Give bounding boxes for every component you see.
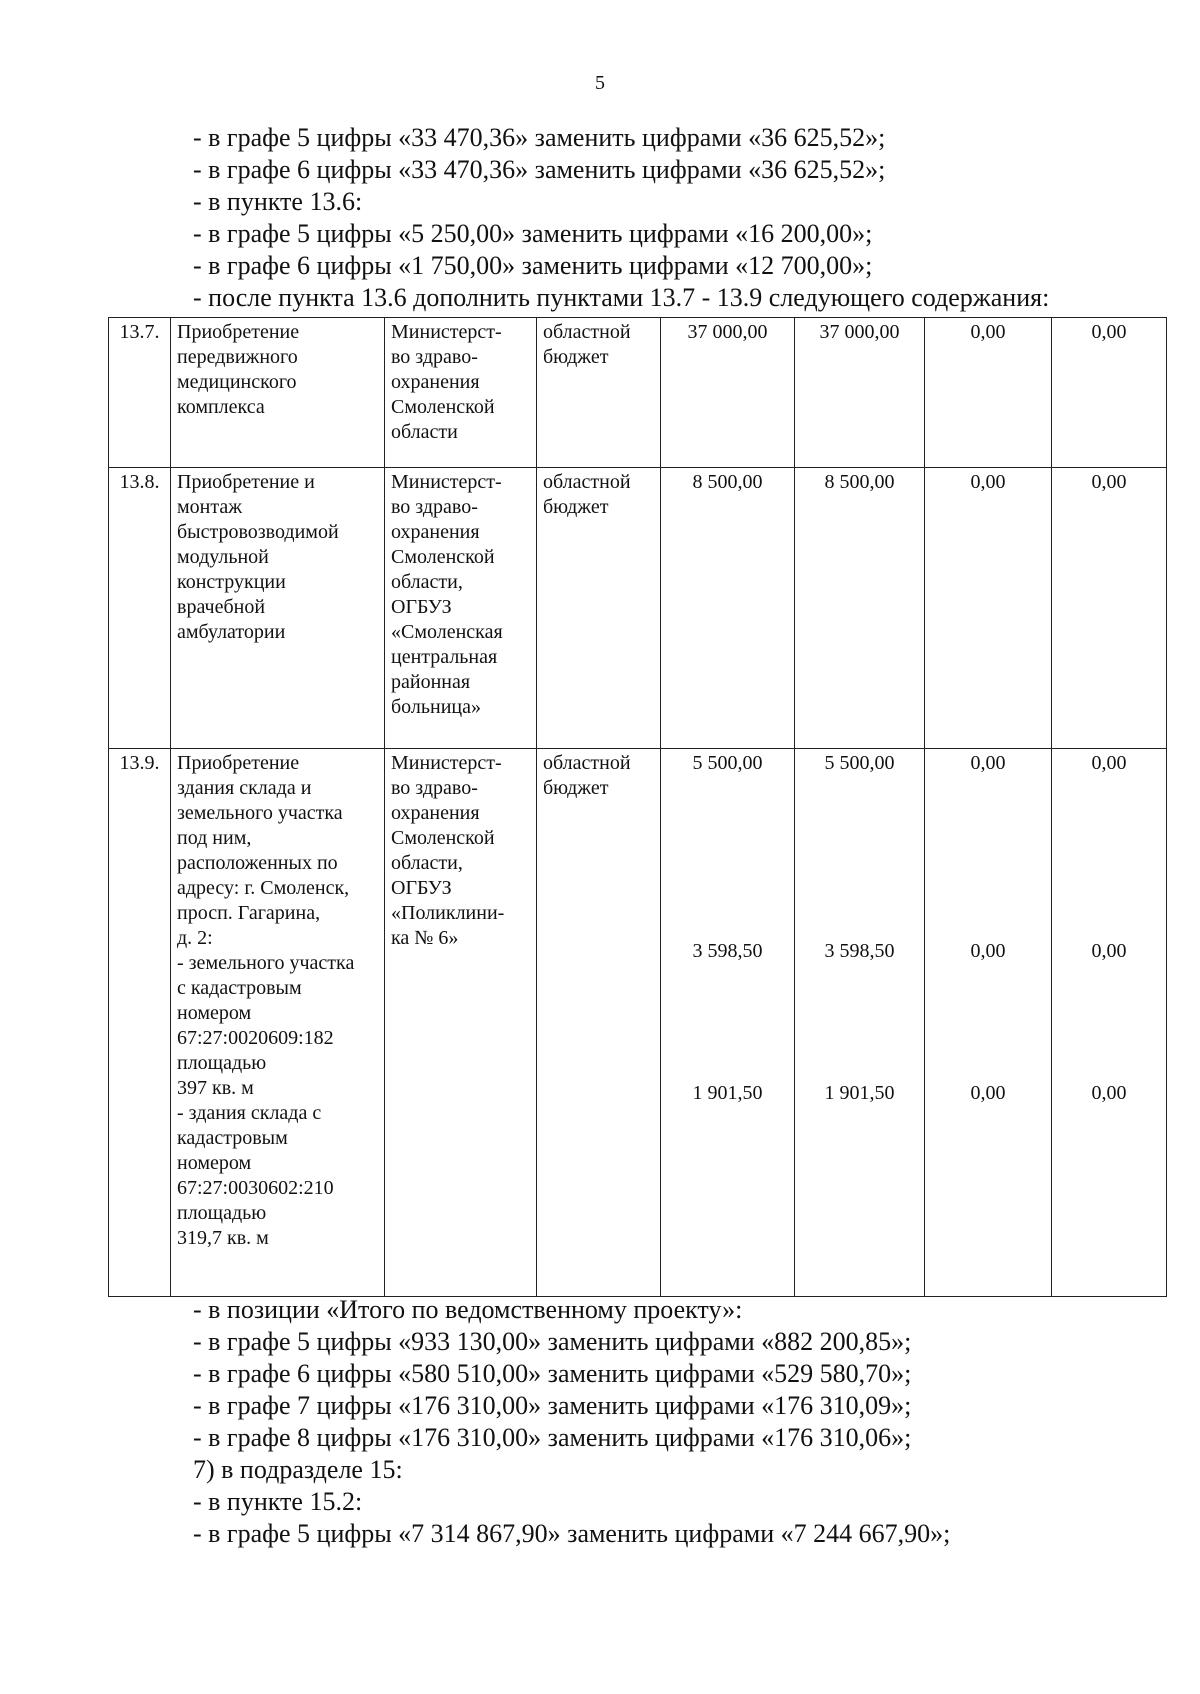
items-table [108, 317, 1167, 1297]
amount-col6: 8 500,00 [795, 468, 925, 749]
table-row [109, 749, 1167, 1297]
item-executor: Министерст- во здраво- охранения Смоленской области, ОГБУЗ «Смоленская центральная районная больница» [385, 468, 537, 749]
item-funding-source: областной бюджет [537, 318, 661, 468]
amount-col5: 5 500,00 3 598,50 1 901,50 [661, 749, 795, 1297]
amendment-line: 7) в подразделе 15: [193, 1455, 403, 1484]
item-number: 13.8. [109, 468, 171, 749]
item-funding-source: областной бюджет [537, 749, 661, 1297]
page-number: 5 [595, 72, 605, 94]
amendment-line: - в графе 5 цифры «933 130,00» заменить цифрами «882 200,85»; [193, 1327, 912, 1356]
amendment-line: - в графе 8 цифры «176 310,00» заменить цифрами «176 310,06»; [193, 1423, 912, 1452]
amount-col7: 0,00 [925, 318, 1052, 468]
amendment-line: - в пункте 13.6: [193, 187, 363, 216]
amount-col5: 8 500,00 [661, 468, 795, 749]
item-number: 13.7. [109, 318, 171, 468]
amendment-line: - в графе 5 цифры «5 250,00» заменить цифрами «16 200,00»; [193, 219, 873, 248]
item-funding-source: областной бюджет [537, 468, 661, 749]
amendment-line: - в графе 6 цифры «580 510,00» заменить цифрами «529 580,70»; [193, 1359, 912, 1388]
amendment-line: - в графе 5 цифры «33 470,36» заменить цифрами «36 625,52»; [193, 123, 886, 152]
item-name: Приобретение и монтаж быстровозводимой модульной конструкции врачебной амбулатории [171, 468, 385, 749]
item-number: 13.9. [109, 749, 171, 1297]
amount-col7: 0,00 [925, 468, 1052, 749]
item-executor: Министерст- во здраво- охранения Смоленской области, ОГБУЗ «Поликлини- ка № 6» [385, 749, 537, 1297]
item-executor: Министерст- во здраво- охранения Смоленской области [385, 318, 537, 468]
amendment-line: - в позиции «Итого по ведомственному проекту»: [193, 1295, 743, 1324]
item-name: Приобретение передвижного медицинского комплекса [171, 318, 385, 468]
amendment-line: - в графе 6 цифры «33 470,36» заменить цифрами «36 625,52»; [193, 155, 886, 184]
amount-col6: 37 000,00 [795, 318, 925, 468]
table-row [109, 318, 1167, 468]
amount-col5: 37 000,00 [661, 318, 795, 468]
amount-col6: 5 500,00 3 598,50 1 901,50 [795, 749, 925, 1297]
amount-col8: 0,00 [1052, 318, 1167, 468]
amount-col8: 0,00 0,00 0,00 [1052, 749, 1167, 1297]
amount-col7: 0,00 0,00 0,00 [925, 749, 1052, 1297]
amendment-line: - после пункта 13.6 дополнить пунктами 13.7 - 13.9 следующего содержания: [193, 283, 1050, 312]
amendment-line: - в графе 5 цифры «7 314 867,90» заменить цифрами «7 244 667,90»; [193, 1519, 951, 1548]
table-row [109, 468, 1167, 749]
amount-col8: 0,00 [1052, 468, 1167, 749]
amendment-line: - в графе 6 цифры «1 750,00» заменить цифрами «12 700,00»; [193, 251, 873, 280]
amendment-line: - в пункте 15.2: [193, 1487, 363, 1516]
amendment-line: - в графе 7 цифры «176 310,00» заменить цифрами «176 310,09»; [193, 1391, 912, 1420]
item-name: Приобретение здания склада и земельного участка под ним, расположенных по адресу: г. Смоленск, просп. Гагарина, д. 2: - земельного участка с кадастровым номером 67:27:0020609:182 площадью 397 кв. м - здания склада с кадастровым номером 67:27:0030602:210 площадью 319,7 кв. м [171, 749, 385, 1297]
